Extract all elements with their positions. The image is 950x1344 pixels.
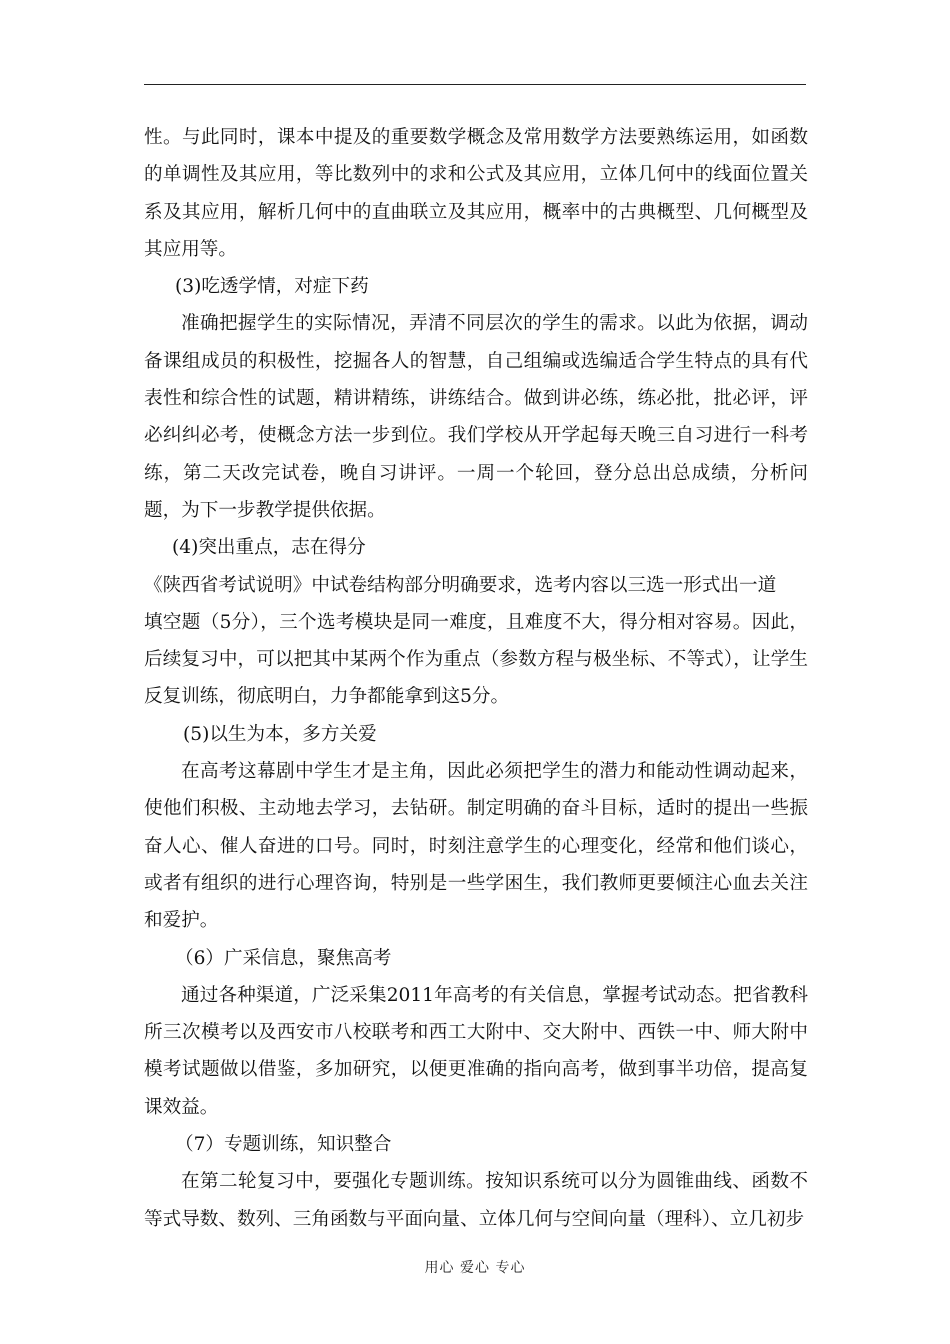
section-heading-6: （6）广采信息，聚焦高考 — [175, 947, 392, 969]
paragraph-section-7: 在第二轮复习中，要强化专题训练。按知识系统可以分为圆锥曲线、函数不等式导数、数列、三角函数与平面向量、立体几何与空间向量（理科）、立几初步 — [144, 1171, 808, 1230]
section-heading-3: (3)吃透学情，对症下药 — [175, 276, 369, 298]
paragraph-section-3: 准确把握学生的实际情况，弄清不同层次的学生的需求。以此为依据，调动备课组成员的积极性，挖掘各人的智慧，自己组编或选编适合学生特点的具有代表性和综合性的试题，精讲精练，讲练结合。做到讲必练，练必批，批必评，评必纠纠必考，使概念方法一步到位。我们学校从开学起每天晚三自习进行一科考练，第二天改完试卷，晚自习讲评。一周一个轮回，登分总出总成绩，分析问题，为下一步教学提供依据。 — [144, 313, 808, 521]
paragraph-section-4: 填空题（5分），三个选考模块是同一难度，且难度不大，得分相对容易。因此，后续复习中，可以把其中某两个作为重点（参数方程与极坐标、不等式），让学生反复训练，彻底明白，力争都能拿到这5分。 — [144, 611, 808, 708]
paragraph-section-6: 通过各种渠道，广泛采集2011年高考的有关信息，掌握考试动态。把省教科所三次模考以及西安市八校联考和西工大附中、交大附中、西铁一中、师大附中模考试题做以借鉴，多加研究，以便更准确的指向高考，做到事半功倍，提高复课效益。 — [144, 984, 808, 1118]
paragraph-continuation: 性。与此同时，课本中提及的重要数学概念及常用数学方法要熟练运用，如函数的单调性及其应用，等比数列中的求和公式及其应用，立体几何中的线面位置关系及其应用，解析几何中的直曲联立及其应用，概率中的古典概型、几何概型及其应用等。 — [144, 127, 808, 260]
section-heading-4: (4)突出重点，志在得分 — [172, 537, 366, 559]
section-heading-5: (5)以生为本，多方关爱 — [183, 723, 377, 745]
page-footer: 用心 爱心 专心 — [424, 1260, 526, 1276]
section-heading-7: （7）专题训练，知识整合 — [175, 1134, 392, 1156]
document-body — [144, 119, 808, 1238]
paragraph-section-4-first-line: 《陕西省考试说明》中试卷结构部分明确要求，选考内容以三选一形式出一道 — [144, 574, 777, 596]
paragraph-section-5: 在高考这幕剧中学生才是主角，因此必须把学生的潜力和能动性调动起来，使他们积极、主动地去学习，去钻研。制定明确的奋斗目标，适时的提出一些振奋人心、催人奋进的口号。同时，时刻注意学生的心理变化，经常和他们谈心，或者有组织的进行心理咨询，特别是一些学困生，我们教师更要倾注心血去关注和爱护。 — [144, 761, 808, 932]
header-rule — [144, 84, 806, 85]
